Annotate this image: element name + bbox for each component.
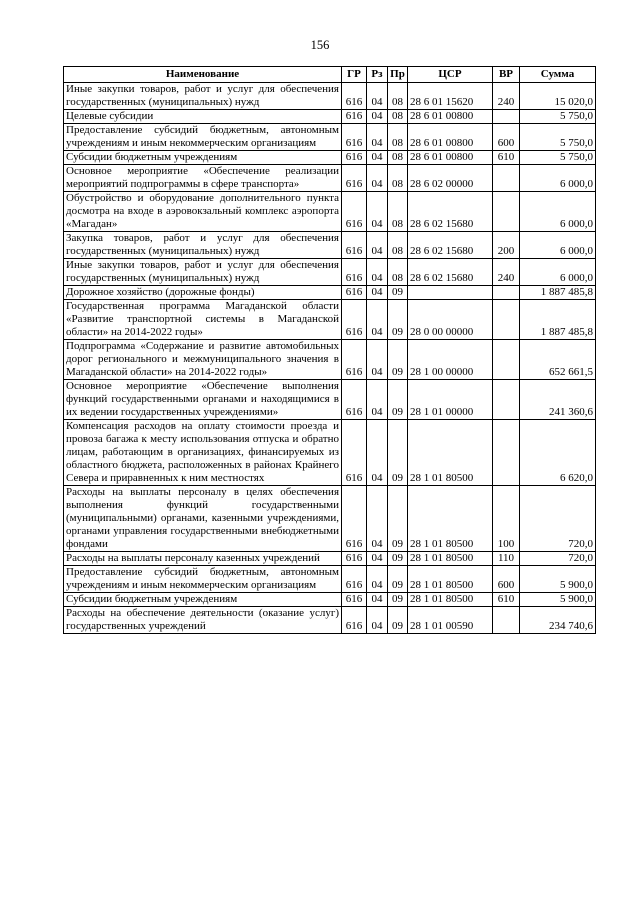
cell-pr: 08 (388, 110, 408, 124)
cell-vr (493, 110, 520, 124)
cell-pr: 09 (388, 486, 408, 552)
cell-gr: 616 (342, 380, 367, 420)
cell-rz: 04 (367, 420, 388, 486)
cell-gr: 616 (342, 566, 367, 593)
cell-pr: 08 (388, 165, 408, 192)
cell-rz: 04 (367, 259, 388, 286)
header-name: Наименование (64, 67, 342, 83)
cell-pr: 08 (388, 192, 408, 232)
cell-gr: 616 (342, 232, 367, 259)
cell-rz: 04 (367, 486, 388, 552)
cell-name: Субсидии бюджетным учреждениям (64, 593, 342, 607)
header-rz: Рз (367, 67, 388, 83)
cell-vr: 600 (493, 566, 520, 593)
table-row (64, 192, 596, 232)
cell-gr: 616 (342, 420, 367, 486)
cell-sum: 5 750,0 (520, 124, 596, 151)
header-csr: ЦСР (408, 67, 493, 83)
cell-name: Основное мероприятие «Обеспечение выполнения функций государственными органами и находящимися в их ведении государственных учреждениями» (64, 380, 342, 420)
cell-name: Закупка товаров, работ и услуг для обеспечения государственных (муниципальных) нужд (64, 232, 342, 259)
cell-rz: 04 (367, 607, 388, 634)
cell-csr: 28 1 01 00590 (408, 607, 493, 634)
cell-gr: 616 (342, 552, 367, 566)
cell-sum: 720,0 (520, 552, 596, 566)
cell-gr: 616 (342, 110, 367, 124)
cell-name: Расходы на обеспечение деятельности (оказание услуг) государственных учреждений (64, 607, 342, 634)
cell-rz: 04 (367, 124, 388, 151)
cell-csr: 28 1 01 80500 (408, 593, 493, 607)
table-row (64, 286, 596, 300)
header-sum: Сумма (520, 67, 596, 83)
table-row (64, 607, 596, 634)
cell-name: Целевые субсидии (64, 110, 342, 124)
cell-csr: 28 1 01 80500 (408, 420, 493, 486)
cell-csr: 28 6 01 00800 (408, 124, 493, 151)
cell-csr: 28 1 01 80500 (408, 552, 493, 566)
cell-sum: 1 887 485,8 (520, 286, 596, 300)
table-row (64, 232, 596, 259)
cell-csr: 28 6 02 15680 (408, 192, 493, 232)
cell-gr: 616 (342, 340, 367, 380)
cell-sum: 6 000,0 (520, 165, 596, 192)
cell-name: Обустройство и оборудование дополнительного пункта досмотра на входе в аэровокзальный комплекс аэропорта «Магадан» (64, 192, 342, 232)
cell-csr: 28 1 01 00000 (408, 380, 493, 420)
cell-rz: 04 (367, 192, 388, 232)
cell-sum: 1 887 485,8 (520, 300, 596, 340)
cell-csr: 28 1 00 00000 (408, 340, 493, 380)
cell-sum: 5 900,0 (520, 593, 596, 607)
cell-name: Компенсация расходов на оплату стоимости проезда и провоза багажа к месту использования отпуска и обратно лицам, работающим в организациях, финансируемых из областного бюджета, расположенных в районах Крайнего Севера и приравненных к ним местностях (64, 420, 342, 486)
cell-pr: 09 (388, 380, 408, 420)
cell-vr: 610 (493, 151, 520, 165)
cell-vr: 240 (493, 259, 520, 286)
page-number: 156 (310, 38, 330, 52)
cell-rz: 04 (367, 593, 388, 607)
cell-sum: 15 020,0 (520, 83, 596, 110)
cell-sum: 652 661,5 (520, 340, 596, 380)
cell-gr: 616 (342, 486, 367, 552)
cell-name: Иные закупки товаров, работ и услуг для обеспечения государственных (муниципальных) нужд (64, 259, 342, 286)
cell-sum: 6 620,0 (520, 420, 596, 486)
cell-sum: 6 000,0 (520, 192, 596, 232)
table-row (64, 151, 596, 165)
cell-name: Предоставление субсидий бюджетным, автономным учреждениям и иным некоммерческим организациям (64, 124, 342, 151)
cell-vr: 240 (493, 83, 520, 110)
table-row (64, 259, 596, 286)
cell-sum: 5 750,0 (520, 110, 596, 124)
cell-gr: 616 (342, 593, 367, 607)
cell-pr: 08 (388, 151, 408, 165)
cell-gr: 616 (342, 192, 367, 232)
cell-pr: 09 (388, 593, 408, 607)
table-row (64, 83, 596, 110)
cell-vr: 610 (493, 593, 520, 607)
cell-pr: 08 (388, 83, 408, 110)
cell-csr: 28 6 02 15680 (408, 232, 493, 259)
cell-csr: 28 0 00 00000 (408, 300, 493, 340)
cell-csr: 28 1 01 80500 (408, 486, 493, 552)
table-row (64, 110, 596, 124)
cell-pr: 09 (388, 607, 408, 634)
cell-pr: 09 (388, 286, 408, 300)
cell-sum: 6 000,0 (520, 259, 596, 286)
cell-sum: 5 750,0 (520, 151, 596, 165)
table-row (64, 552, 596, 566)
cell-pr: 09 (388, 420, 408, 486)
budget-table (63, 66, 596, 634)
cell-vr (493, 420, 520, 486)
table-row (64, 566, 596, 593)
cell-vr: 600 (493, 124, 520, 151)
cell-gr: 616 (342, 83, 367, 110)
table-row (64, 124, 596, 151)
cell-gr: 616 (342, 607, 367, 634)
table-row (64, 486, 596, 552)
cell-sum: 5 900,0 (520, 566, 596, 593)
cell-pr: 09 (388, 552, 408, 566)
cell-name: Расходы на выплаты персоналу казенных учреждений (64, 552, 342, 566)
cell-rz: 04 (367, 286, 388, 300)
cell-vr (493, 607, 520, 634)
cell-csr: 28 6 02 15680 (408, 259, 493, 286)
table-header-row (64, 67, 596, 83)
table-row (64, 380, 596, 420)
cell-pr: 08 (388, 232, 408, 259)
cell-sum: 241 360,6 (520, 380, 596, 420)
cell-name: Дорожное хозяйство (дорожные фонды) (64, 286, 342, 300)
cell-sum: 720,0 (520, 486, 596, 552)
cell-name: Государственная программа Магаданской области «Развитие транспортной системы в Магаданской области» на 2014-2022 годы» (64, 300, 342, 340)
cell-csr: 28 6 01 00800 (408, 110, 493, 124)
cell-rz: 04 (367, 552, 388, 566)
cell-name: Иные закупки товаров, работ и услуг для обеспечения государственных (муниципальных) нужд (64, 83, 342, 110)
cell-gr: 616 (342, 300, 367, 340)
table-row (64, 300, 596, 340)
cell-csr: 28 1 01 80500 (408, 566, 493, 593)
cell-rz: 04 (367, 83, 388, 110)
cell-pr: 09 (388, 340, 408, 380)
cell-vr (493, 300, 520, 340)
cell-gr: 616 (342, 286, 367, 300)
cell-csr: 28 6 01 15620 (408, 83, 493, 110)
header-vr: ВР (493, 67, 520, 83)
cell-name: Предоставление субсидий бюджетным, автономным учреждениям и иным некоммерческим организациям (64, 566, 342, 593)
cell-rz: 04 (367, 232, 388, 259)
cell-sum: 234 740,6 (520, 607, 596, 634)
cell-rz: 04 (367, 110, 388, 124)
cell-vr: 200 (493, 232, 520, 259)
table-row (64, 420, 596, 486)
cell-csr: 28 6 01 00800 (408, 151, 493, 165)
cell-pr: 08 (388, 124, 408, 151)
table-row (64, 165, 596, 192)
cell-vr (493, 380, 520, 420)
cell-vr (493, 192, 520, 232)
cell-name: Основное мероприятие «Обеспечение реализации мероприятий подпрограммы в сфере транспорта» (64, 165, 342, 192)
table-row (64, 593, 596, 607)
cell-gr: 616 (342, 259, 367, 286)
cell-rz: 04 (367, 165, 388, 192)
cell-pr: 09 (388, 300, 408, 340)
cell-rz: 04 (367, 380, 388, 420)
cell-name: Субсидии бюджетным учреждениям (64, 151, 342, 165)
cell-gr: 616 (342, 165, 367, 192)
cell-rz: 04 (367, 300, 388, 340)
cell-name: Подпрограмма «Содержание и развитие автомобильных дорог регионального и межмуниципального значения в Магаданской области» на 2014-2022 годы» (64, 340, 342, 380)
header-pr: Пр (388, 67, 408, 83)
cell-vr (493, 165, 520, 192)
header-gr: ГР (342, 67, 367, 83)
cell-vr: 100 (493, 486, 520, 552)
cell-vr (493, 340, 520, 380)
cell-pr: 08 (388, 259, 408, 286)
cell-pr: 09 (388, 566, 408, 593)
cell-gr: 616 (342, 124, 367, 151)
cell-vr (493, 286, 520, 300)
cell-csr: 28 6 02 00000 (408, 165, 493, 192)
cell-rz: 04 (367, 566, 388, 593)
cell-rz: 04 (367, 151, 388, 165)
cell-name: Расходы на выплаты персоналу в целях обеспечения выполнения функций государственными (муниципальными) органами, казенными учреждениями, органами управления государственными внебюджетными фондами (64, 486, 342, 552)
cell-csr (408, 286, 493, 300)
cell-rz: 04 (367, 340, 388, 380)
cell-sum: 6 000,0 (520, 232, 596, 259)
table-row (64, 340, 596, 380)
cell-gr: 616 (342, 151, 367, 165)
cell-vr: 110 (493, 552, 520, 566)
